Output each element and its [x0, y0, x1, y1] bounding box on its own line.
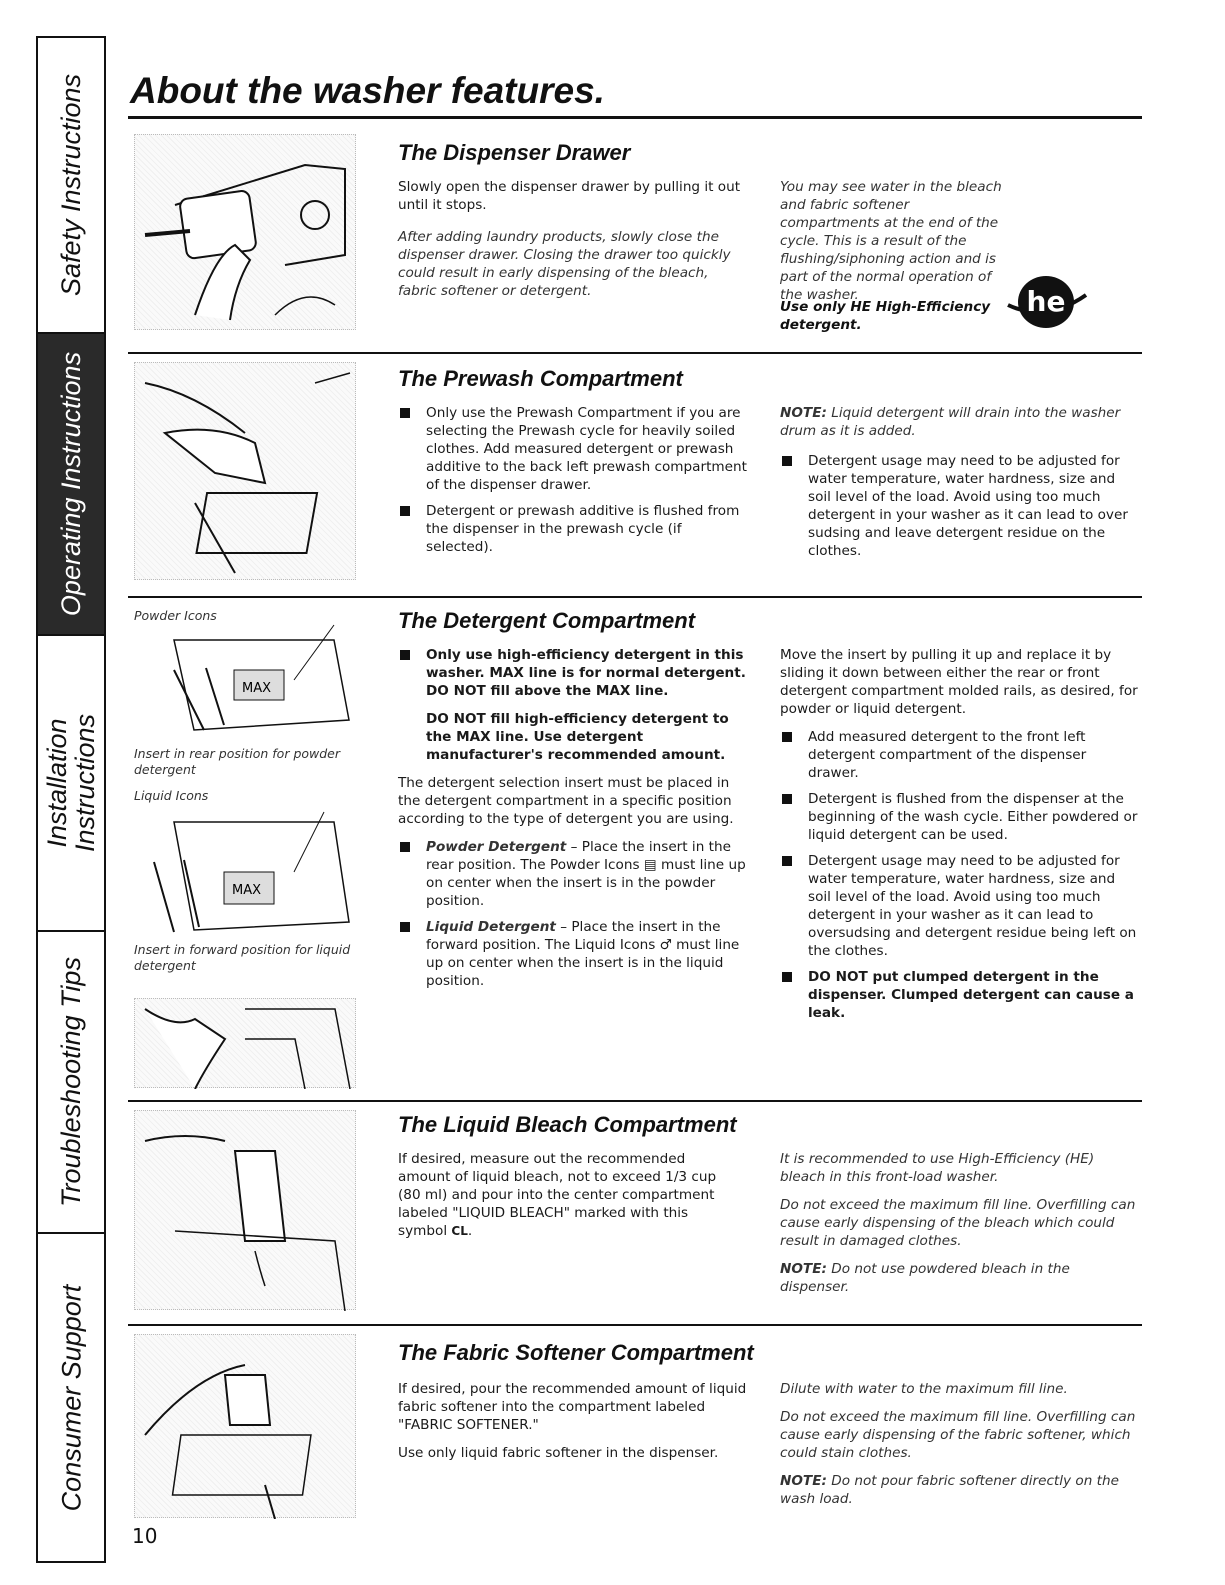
he-bleach-text: It is recommended to use High-Efficiency (HE) bleach in this front-load washer.	[780, 1151, 1095, 1185]
detergent-bullet: Detergent is flushed from the dispenser at the beginning of the wash cycle. Either powdered or liquid detergent can be used.	[780, 790, 1140, 844]
title-rule	[128, 116, 1142, 119]
prewash-right-column	[780, 404, 1140, 568]
liquid-bleach-illustration	[134, 1110, 356, 1310]
fabric-softener-illustration	[134, 1334, 356, 1518]
softener-right-column	[780, 1380, 1140, 1516]
powder-detergent-text: – Place the insert in the rear position. The Powder Icons ▤ must line up on center when the insert is in the powder position.	[426, 839, 746, 909]
section-rule	[128, 596, 1142, 598]
liquid-icons-caption: Liquid Icons	[134, 788, 209, 803]
dispenser-left-column	[398, 178, 748, 308]
max-line-label: MAX	[232, 883, 262, 898]
tab-label-line2: Instructions	[70, 713, 100, 853]
note-label: NOTE:	[780, 1473, 827, 1489]
detergent-right-column	[780, 646, 1140, 1030]
tab-consumer-support[interactable]	[38, 1234, 104, 1561]
softener-liquid-only: Use only liquid fabric softener in the dispenser.	[398, 1445, 719, 1461]
bleach-right-column	[780, 1150, 1140, 1304]
detergent-bullet: Add measured detergent to the front left detergent compartment of the dispenser drawer.	[780, 728, 1140, 782]
tab-label	[43, 714, 99, 852]
softener-left-column	[398, 1380, 748, 1470]
detergent-title: The Detergent Compartment	[398, 608, 696, 633]
section-rule	[128, 1324, 1142, 1326]
side-tab-bar	[36, 36, 106, 1563]
tab-safety-instructions[interactable]	[38, 38, 104, 334]
prewash-title: The Prewash Compartment	[398, 366, 683, 391]
detergent-insert-illustration	[134, 998, 356, 1088]
tab-label: Operating Instructions	[56, 351, 87, 617]
he-detergent-note: Use only HE High-Efficiency detergent.	[780, 299, 991, 333]
he-only-bullet: Only use high-efficiency detergent in this washer. MAX line is for normal detergent. DO NOT fill above the MAX line.	[398, 646, 748, 700]
powder-position-caption: Insert in rear position for powder detergent	[134, 746, 341, 777]
clumped-detergent-bullet: DO NOT put clumped detergent in the dispenser. Clumped detergent can cause a leak.	[780, 968, 1140, 1022]
bleach-symbol-icon: CL	[451, 1224, 468, 1238]
he-logo	[1006, 275, 1088, 329]
tab-operating-instructions[interactable]	[38, 334, 104, 636]
prewash-usage-bullet: Detergent usage may need to be adjusted for water temperature, water hardness, size and soil level of the load. Avoid using too much detergent in your washer as it can lead to over sudsing and leave detergent residue on the clothes.	[780, 452, 1140, 560]
powder-detergent-bullet	[398, 838, 748, 910]
fabric-softener-title: The Fabric Softener Compartment	[398, 1340, 754, 1365]
liquid-detergent-label: Liquid Detergent	[426, 919, 556, 935]
tab-installation-instructions[interactable]	[38, 636, 104, 932]
bleach-fill-warning: Do not exceed the maximum fill line. Overfilling can cause early dispensing of the bleach which could result in damaged clothes.	[780, 1197, 1136, 1249]
dispenser-text: Slowly open the dispenser drawer by pulling it out until it stops.	[398, 179, 741, 213]
liquid-detergent-bullet	[398, 918, 748, 990]
powder-insert-illustration	[134, 620, 356, 738]
tab-label: Consumer Support	[56, 1284, 86, 1511]
dispenser-drawer-illustration	[134, 134, 356, 330]
dispenser-water-note: You may see water in the bleach and fabric softener compartments at the end of the cycle. This is a result of the flushing/siphoning action and is part of the normal operation of the washer.	[780, 179, 1002, 303]
powder-icons-caption: Powder Icons	[134, 608, 217, 623]
prewash-illustration	[134, 362, 356, 580]
liquid-bleach-title: The Liquid Bleach Compartment	[398, 1112, 737, 1137]
note-label: NOTE:	[780, 405, 827, 421]
page-number: 10	[132, 1524, 158, 1548]
bleach-note: Do not use powdered bleach in the dispenser.	[780, 1261, 1070, 1295]
softener-note: Do not pour fabric softener directly on the wash load.	[780, 1473, 1119, 1507]
prewash-note: Liquid detergent will drain into the washer drum as it is added.	[780, 405, 1121, 439]
prewash-bullet: Only use the Prewash Compartment if you are selecting the Prewash cycle for heavily soiled clothes. Add measured detergent or prewash additive to the back left prewash compartment of the dispenser drawer.	[398, 404, 750, 494]
liquid-detergent-text: – Place the insert in the forward position. The Liquid Icons ♂ must line up on center when the insert is in the liquid position.	[426, 919, 740, 989]
tab-label: Troubleshooting Tips	[56, 957, 86, 1207]
dispenser-close-text: After adding laundry products, slowly close the dispenser drawer. Closing the drawer too quickly could result in early dispensing of the bleach, fabric softener or detergent.	[398, 229, 731, 299]
detergent-bullet: Detergent usage may need to be adjusted for water temperature, water hardness, size and soil level of the load. Avoid using too much detergent in your washer as it can lead to oversudsing and detergent residue being left on the clothes.	[780, 852, 1140, 960]
bleach-instructions: If desired, measure out the recommended amount of liquid bleach, not to exceed 1/3 cup (80 ml) and pour into the center compartment labeled "LIQUID BLEACH" marked with this symbol	[398, 1151, 717, 1239]
prewash-bullet: Detergent or prewash additive is flushed from the dispenser in the prewash cycle (if selected).	[398, 502, 750, 556]
softener-instructions: If desired, pour the recommended amount of liquid fabric softener into the compartment labeled "FABRIC SOFTENER."	[398, 1381, 747, 1433]
tab-troubleshooting-tips[interactable]	[38, 932, 104, 1234]
softener-dilute-text: Dilute with water to the maximum fill line.	[780, 1381, 1068, 1397]
move-insert-text: Move the insert by pulling it up and replace it by sliding it down between either the rear or front detergent compartment molded rails, as desired, for powder or liquid detergent.	[780, 647, 1138, 717]
section-rule	[128, 1100, 1142, 1102]
bleach-left-column: If desired, measure out the recommended amount of liquid bleach, not to exceed 1/3 cup (80 ml) and pour into the center compartment labeled "LIQUID BLEACH" marked with this symbol CL.	[398, 1151, 717, 1239]
tab-label-line1: Installation	[42, 718, 72, 848]
liquid-position-caption: Insert in forward position for liquid detergent	[134, 942, 351, 973]
max-line-warning: DO NOT fill high-efficiency detergent to the MAX line. Use detergent manufacturer's recommended amount.	[426, 711, 729, 763]
note-label: NOTE:	[780, 1261, 827, 1277]
liquid-insert-illustration	[134, 802, 356, 938]
page-title: About the washer features.	[130, 70, 605, 111]
he-logo-text: he	[1026, 285, 1066, 318]
powder-detergent-label: Powder Detergent	[426, 839, 567, 855]
tab-label: Safety Instructions	[56, 73, 87, 297]
max-line-label: MAX	[242, 681, 272, 696]
section-rule	[128, 352, 1142, 354]
prewash-left-column	[398, 404, 750, 564]
dispenser-drawer-title: The Dispenser Drawer	[398, 140, 631, 165]
dispenser-right-column	[780, 178, 1002, 312]
insert-placement-text: The detergent selection insert must be placed in the detergent compartment in a specific position according to the type of detergent you are using.	[398, 775, 734, 827]
softener-fill-warning: Do not exceed the maximum fill line. Overfilling can cause early dispensing of the fabric softener, which could stain clothes.	[780, 1409, 1136, 1461]
detergent-left-column	[398, 646, 748, 998]
